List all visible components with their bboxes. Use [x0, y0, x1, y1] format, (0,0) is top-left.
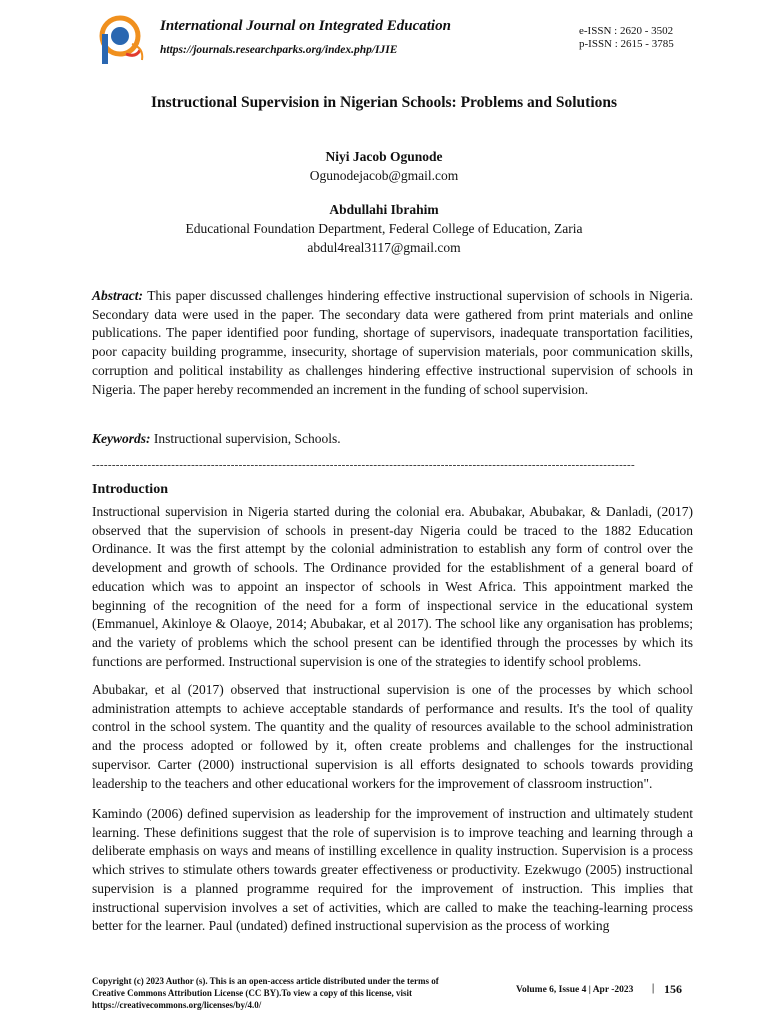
- body-paragraph-2: Abubakar, et al (2017) observed that instructional supervision is one of the processes by which school administration attempts to achieve acceptable standards of performance and results. It's the tool of quality control in the school system. The quantity and the quality of resources available to the school administration and the process adopted or followed by it, often create problems and challenges for the instructional supervisor. Carter (2000) instructional supervision is all efforts designated to schools towards providing leadership to the teachers and other educational workers for the improvement of classroom instruction".: [92, 682, 693, 791]
- volume-info: Volume 6, Issue 4 | Apr -2023: [516, 985, 634, 995]
- body-paragraph-1: Instructional supervision in Nigeria started during the colonial era. Abubakar, Abubakar, & Danladi, (2017) observed that the supervision of schools in present-day Nigeria could be traced to the 1882 Education Ordinance. It was the first attempt by the colonial administration to establish any form of control over the development and growth of schools. The Ordinance provided for the establishment of a general board of education which was to appoint an inspector of schools in West Africa. This appointment marked the beginning of the recognition of the need for a form of inspectional service in the educational system (Emmanuel, Akinloye & Olaoye, 2014; Abubakar, et al 2017). The school like any organisation has problems; and the variety of problems which the school present can be identified through the processes by which its functions are performed. Instructional supervision is one of the strategies to identify school problems.: [92, 504, 693, 669]
- research-parks-logo-icon: [96, 14, 150, 70]
- author-affiliation-2: Educational Foundation Department, Federal College of Education, Zaria: [185, 221, 583, 236]
- section-heading: Introduction: [92, 482, 168, 497]
- journal-url[interactable]: https://journals.researchparks.org/index.php/IJIE: [160, 44, 398, 56]
- keywords-label: Keywords:: [92, 431, 151, 446]
- body-paragraph-3: Kamindo (2006) defined supervision as leadership for the improvement of instruction and ultimately student learning. These definitions suggest that the role of supervision is to improve teaching and learning through a deliberate emphasis on ways and means of instilling excellence in quality instruction. Supervision is a process which strives to stimulate others towards greater effectiveness or productivity. Ezekwugo (2005) instructional supervision is a planned programme required for the improvement of instruction. This implies that instructional supervision involves a set of activities, which are called to make the teaching-learning process better for the learner. Paul (undated) defined instructional supervision as the process of working: [92, 806, 693, 934]
- footer-separator: |: [652, 983, 655, 994]
- abstract: [92, 287, 693, 399]
- section-divider: -----------------------------------------------------------------------------------------------------------------------------------------: [92, 459, 635, 471]
- keywords: [92, 430, 693, 449]
- paper-title: Instructional Supervision in Nigerian Schools: Problems and Solutions: [150, 94, 618, 111]
- author-email-2: abdul4real3117@gmail.com: [307, 240, 461, 255]
- p-issn: p-ISSN : 2615 - 3785: [579, 38, 674, 50]
- e-issn: e-ISSN : 2620 - 3502: [579, 25, 674, 37]
- author-name-2: Abdullahi Ibrahim: [329, 202, 439, 217]
- journal-name: International Journal on Integrated Education: [160, 18, 451, 34]
- author-email-1: Ogunodejacob@gmail.com: [309, 168, 459, 183]
- copyright-notice: Copyright (c) 2023 Author (s). This is an open-access article distributed under the terms of Creative Commons Attribution License (CC BY).To view a copy of this license, visit https://creativecommons.org/licenses/by/4.0/: [92, 976, 439, 1010]
- journal-logo: [96, 14, 150, 70]
- abstract-text: This paper discussed challenges hindering effective instructional supervision of schools in Nigeria. Secondary data were used in the paper. The secondary data were gathered from print materials and online publications. The paper identified poor funding, shortage of supervisors, inadequate transportation facilities, poor capacity building programme, insecurity, shortage of supervision materials, poor communication skills, corruption and political instability as challenges hindering effective instructional supervision of schools in Nigeria. The paper hereby recommended an increment in the funding of school supervision.: [92, 288, 693, 397]
- page-number: 156: [664, 982, 682, 996]
- keywords-text: Instructional supervision, Schools.: [153, 431, 341, 446]
- abstract-label: Abstract:: [92, 288, 144, 303]
- author-name-1: Niyi Jacob Ogunode: [325, 149, 443, 164]
